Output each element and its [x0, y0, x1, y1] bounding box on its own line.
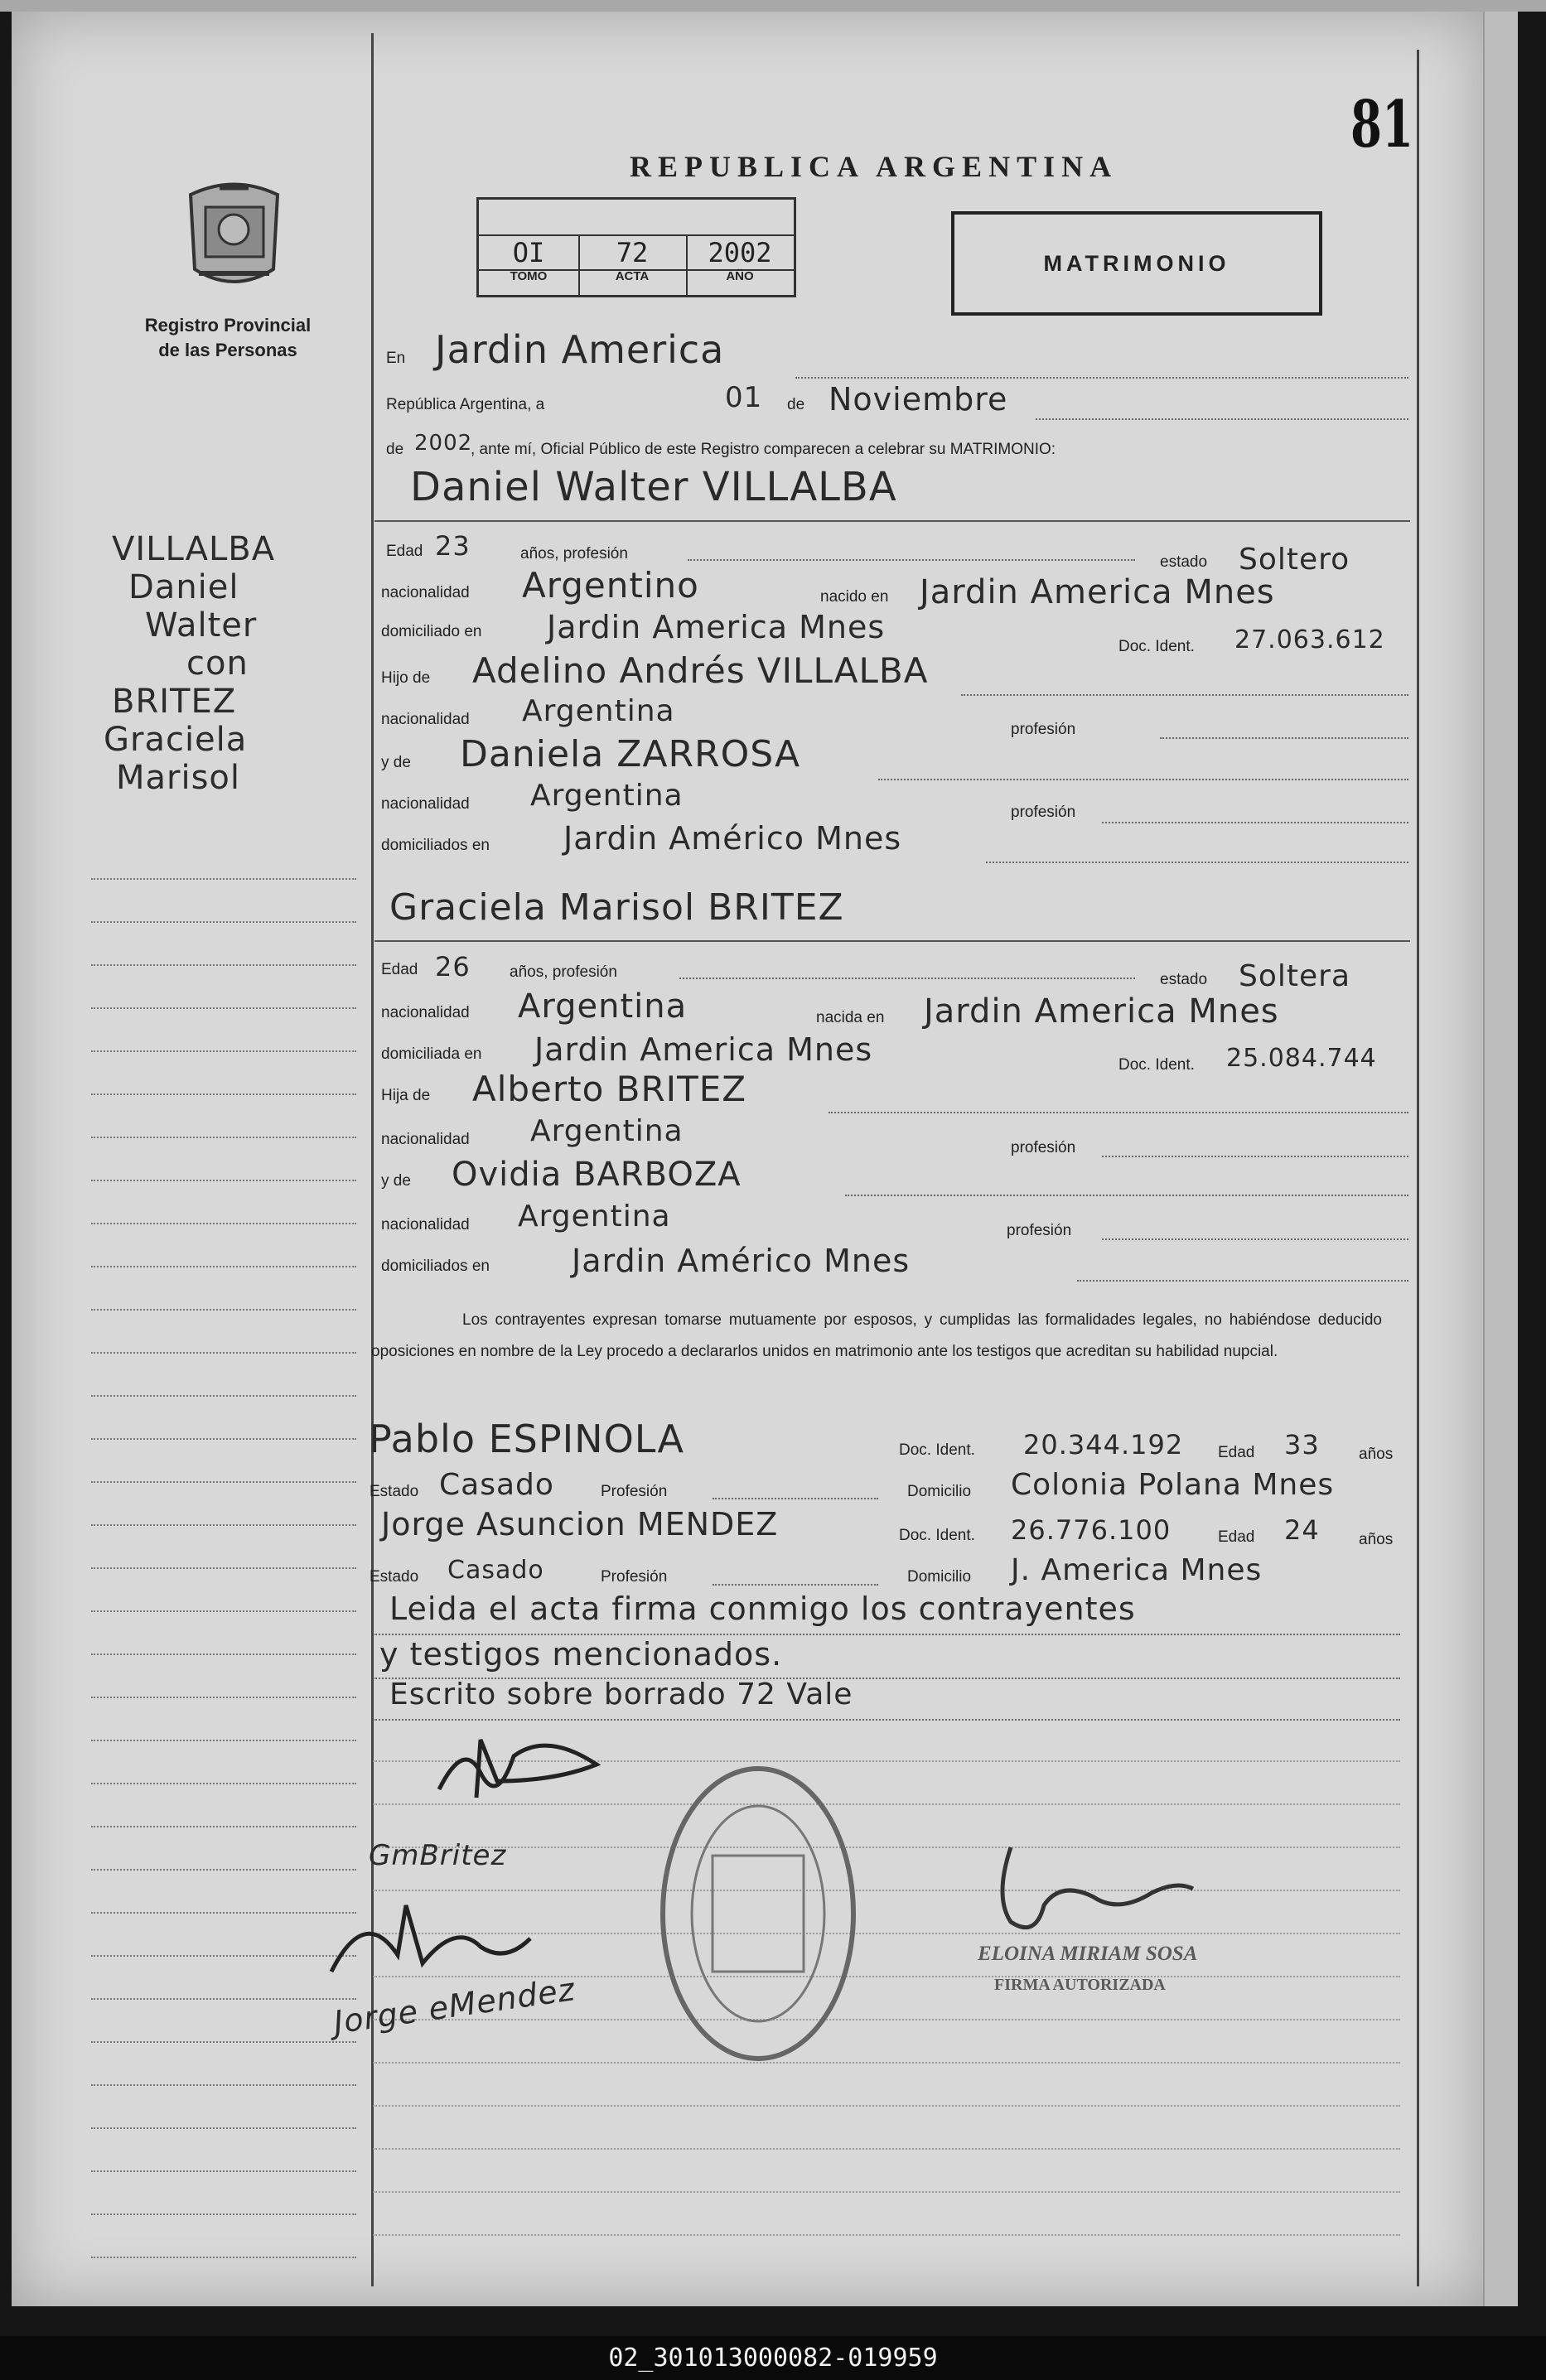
body-guide-line — [373, 1847, 1400, 1848]
estado-label: Estado — [370, 1483, 419, 1500]
document-type-box: MATRIMONIO — [951, 211, 1322, 316]
fill-line — [679, 978, 1135, 979]
groom-doc: 27.063.612 — [1234, 625, 1385, 654]
bride-mother-nationality: Argentina — [518, 1200, 671, 1233]
fill-line — [713, 1584, 878, 1586]
edad-label: Edad — [1218, 1444, 1255, 1461]
fill-line — [795, 377, 1408, 379]
edad-label: Edad — [381, 961, 418, 978]
de-label: de — [787, 396, 805, 413]
bride-name: Graciela Marisol BRITEZ — [389, 886, 844, 929]
margin-guide-line — [91, 1395, 356, 1397]
body-guide-line — [373, 2019, 1400, 2020]
signature-witness — [315, 1889, 547, 1988]
bride-mother: Ovidia BARBOZA — [452, 1156, 742, 1194]
groom-mother: Daniela ZARROSA — [460, 733, 801, 775]
groom-mother-nationality: Argentina — [530, 779, 684, 813]
page-edge — [1483, 12, 1518, 2306]
margin-guide-line — [91, 1610, 356, 1612]
bride-estado: Soltera — [1239, 959, 1351, 993]
fill-line — [961, 694, 1408, 696]
fill-line — [688, 559, 1135, 561]
officer-signature — [986, 1831, 1201, 1938]
en-label: En — [386, 350, 406, 367]
fill-line — [878, 779, 1408, 780]
bride-father-nationality: Argentina — [530, 1114, 684, 1148]
margin-note — [95, 530, 344, 797]
nacido-label: nacido en — [820, 588, 889, 606]
fill-line — [1102, 1156, 1408, 1157]
witness1-age: 33 — [1284, 1429, 1320, 1460]
margin-guide-line — [91, 1783, 356, 1784]
year-prefix: de — [386, 441, 404, 458]
domiciliada-label: domiciliada en — [381, 1045, 482, 1063]
intro-text: , ante mí, Oficial Público de este Registro comparecen a celebrar su MATRIMONIO: — [471, 441, 1056, 458]
right-rule — [1417, 50, 1419, 2286]
margin-guide-line — [91, 1826, 356, 1827]
country-title: REPUBLICA ARGENTINA — [630, 150, 1118, 183]
closing-note-3: Escrito sobre borrado 72 Vale — [389, 1678, 853, 1711]
margin-guide-line — [91, 1869, 356, 1871]
witness2-domicile: J. America Mnes — [1011, 1553, 1263, 1587]
republica-label: República Argentina, a — [386, 396, 545, 413]
margin-note-name3: Graciela — [104, 721, 248, 759]
fill-line — [1102, 1238, 1408, 1240]
doc-ident-label: Doc. Ident. — [1118, 1056, 1195, 1074]
bride-birthplace: Jardin America Mnes — [924, 992, 1279, 1031]
acta-value: 72 — [616, 237, 649, 268]
groom-name: Daniel Walter VILLALBA — [410, 464, 897, 510]
body-guide-line — [373, 2105, 1400, 2107]
groom-nationality: Argentino — [522, 565, 699, 606]
margin-guide-line — [91, 2257, 356, 2258]
province-crest-icon — [182, 178, 286, 294]
margin-guide-line — [91, 1137, 356, 1138]
margin-note-name1: Daniel — [128, 568, 239, 606]
groom-father-nationality: Argentina — [522, 694, 675, 728]
domiciliados-label: domiciliados en — [381, 837, 490, 854]
margin-note-name2: Walter — [145, 606, 258, 644]
witness1-domicile: Colonia Polana Mnes — [1011, 1468, 1335, 1502]
anos-profesion-label: años, profesión — [520, 545, 628, 562]
margin-guide-line — [91, 1223, 356, 1224]
tomo-label: TOMO — [510, 269, 548, 283]
fill-line — [1102, 822, 1408, 823]
body-guide-line — [373, 2148, 1400, 2150]
section-line — [374, 940, 1410, 942]
body-guide-line — [373, 2191, 1400, 2193]
tomo-values-row — [479, 234, 794, 271]
nacionalidad-label: nacionalidad — [381, 1131, 470, 1148]
fill-line — [373, 1634, 1400, 1635]
nacionalidad-label: nacionalidad — [381, 584, 470, 601]
margin-guide-line — [91, 1050, 356, 1052]
witness1-doc: 20.344.192 — [1023, 1429, 1184, 1460]
fill-line — [1160, 737, 1408, 739]
margin-guide-line — [91, 1567, 356, 1569]
closing-note-2: y testigos mencionados. — [379, 1636, 783, 1673]
margin-guide-line — [91, 1309, 356, 1311]
domicilio-label: Domicilio — [907, 1568, 972, 1586]
domiciliado-label: domiciliado en — [381, 623, 482, 640]
hijo-label: Hijo de — [381, 669, 431, 687]
bride-nationality: Argentina — [518, 987, 688, 1026]
anos-label: años — [1359, 1446, 1394, 1463]
footer-code: 02_301013000082-019959 — [0, 2336, 1546, 2380]
bride-father: Alberto BRITEZ — [472, 1069, 747, 1109]
ano-label: AÑO — [726, 269, 754, 283]
edad-label: Edad — [1218, 1528, 1255, 1546]
margin-guide-line — [91, 1697, 356, 1698]
edad-label: Edad — [386, 543, 423, 560]
day-value: 01 — [725, 381, 763, 414]
fill-line — [986, 862, 1408, 863]
bride-doc: 25.084.744 — [1226, 1044, 1377, 1073]
groom-parents-domicile: Jardin Américo Mnes — [563, 820, 902, 857]
margin-guide-line — [91, 1180, 356, 1181]
officer-name: ELOINA MIRIAM SOSA — [978, 1943, 1198, 1965]
acta-label: ACTA — [615, 269, 650, 283]
signature-bride: GmBritez — [369, 1839, 507, 1872]
declaration-text: Los contrayentes expresan tomarse mutuamente por esposos, y cumplidas las formalidades legales, no habiéndose deducido oposiciones en nombre de la Ley procedo a declararlos unidos en matrimonio ante los testigos que acreditan su habilidad nupcial. — [371, 1311, 1382, 1360]
margin-guide-line — [91, 964, 356, 966]
estado-label: estado — [1160, 553, 1208, 571]
margin-guide-line — [91, 1998, 356, 2000]
estado-label: estado — [1160, 971, 1208, 988]
groom-age: 23 — [435, 530, 471, 562]
nacida-label: nacida en — [816, 1009, 885, 1026]
margin-guide-line — [91, 1740, 356, 1741]
nacionalidad-label: nacionalidad — [381, 1004, 470, 1021]
box-separator — [578, 234, 580, 295]
nacionalidad-label: nacionalidad — [381, 711, 470, 728]
margin-note-surname2: BRITEZ — [112, 683, 237, 721]
margin-guide-line — [91, 921, 356, 923]
bride-parents-domicile: Jardin Américo Mnes — [572, 1243, 911, 1279]
fill-line — [829, 1112, 1408, 1113]
section-line — [374, 520, 1410, 522]
margin-guide-line — [91, 2213, 356, 2215]
signature-scribble — [431, 1723, 613, 1806]
margin-note-con: con — [186, 644, 249, 683]
tomo-acta-box — [476, 197, 796, 297]
witness2-name: Jorge Asuncion MENDEZ — [381, 1506, 779, 1542]
margin-guide-line — [91, 1438, 356, 1440]
fill-line — [845, 1195, 1408, 1196]
fill-line — [713, 1498, 878, 1499]
margin-guide-line — [91, 1093, 356, 1095]
margin-note-surname: VILLALBA — [112, 530, 276, 568]
place-value: Jardin America — [435, 327, 725, 372]
registry-line-2: de las Personas — [158, 340, 297, 360]
margin-guide-line — [91, 1653, 356, 1655]
groom-domicile: Jardin America Mnes — [547, 609, 886, 645]
margin-guide-line — [91, 2041, 356, 2043]
doc-ident-label: Doc. Ident. — [1118, 638, 1195, 655]
y-de-label: y de — [381, 1172, 411, 1190]
official-seal-icon — [655, 1756, 862, 2071]
doc-ident-label: Doc. Ident. — [899, 1527, 975, 1544]
profesion-label: Profesión — [601, 1568, 668, 1586]
doc-ident-label: Doc. Ident. — [899, 1441, 975, 1459]
body-guide-line — [373, 2234, 1400, 2236]
bride-age: 26 — [435, 951, 471, 982]
signature-witness2: Jorge eMendez — [331, 1971, 577, 2041]
month-value: Noviembre — [829, 381, 1008, 418]
margin-guide-line — [91, 1481, 356, 1483]
margin-guide-line — [91, 1352, 356, 1354]
scan-top-edge — [0, 0, 1546, 12]
closing-note-1: Leida el acta firma conmigo los contrayentes — [389, 1591, 1136, 1627]
officer-title: FIRMA AUTORIZADA — [994, 1976, 1166, 1994]
bride-domicile: Jardin America Mnes — [534, 1031, 873, 1068]
profesion-label: profesión — [1007, 1222, 1072, 1239]
estado-label: Estado — [370, 1568, 419, 1586]
margin-guide-line — [91, 878, 356, 880]
profesion-label: profesión — [1011, 1139, 1076, 1156]
margin-guide-line — [91, 1266, 356, 1267]
margin-note-name4: Marisol — [116, 759, 241, 797]
hija-label: Hija de — [381, 1087, 431, 1104]
groom-estado: Soltero — [1239, 543, 1350, 577]
registry-line-1: Registro Provincial — [144, 315, 312, 336]
fill-line — [1036, 418, 1408, 420]
profesion-label: profesión — [1011, 804, 1076, 821]
groom-birthplace: Jardin America Mnes — [920, 573, 1275, 611]
box-separator — [686, 234, 688, 295]
margin-guide-line — [91, 1524, 356, 1526]
witness1-name: Pablo ESPINOLA — [369, 1417, 684, 1461]
body-guide-line — [373, 2062, 1400, 2064]
witness2-estado: Casado — [447, 1556, 544, 1585]
margin-guide-line — [91, 2084, 356, 2086]
margin-guide-line — [91, 2127, 356, 2129]
folio-number: 81 — [1350, 87, 1413, 162]
anos-profesion-label: años, profesión — [510, 963, 617, 981]
registry-name — [116, 313, 340, 363]
tomo-value: OI — [512, 237, 545, 268]
groom-father: Adelino Andrés VILLALBA — [472, 650, 929, 691]
nacionalidad-label: nacionalidad — [381, 1216, 470, 1233]
y-de-label: y de — [381, 754, 411, 771]
domiciliados-label: domiciliados en — [381, 1258, 490, 1275]
witness1-estado: Casado — [439, 1468, 554, 1502]
ano-value: 2002 — [708, 237, 772, 268]
profesion-label: profesión — [1011, 721, 1076, 738]
witness2-age: 24 — [1284, 1514, 1320, 1546]
year-value: 2002 — [414, 431, 473, 456]
profesion-label: Profesión — [601, 1483, 668, 1500]
domicilio-label: Domicilio — [907, 1483, 972, 1500]
margin-guide-line — [91, 2170, 356, 2172]
fill-line — [373, 1719, 1400, 1721]
fill-line — [1077, 1280, 1408, 1282]
anos-label: años — [1359, 1531, 1394, 1548]
witness2-doc: 26.776.100 — [1011, 1514, 1172, 1546]
margin-guide-line — [91, 1007, 356, 1009]
nacionalidad-label: nacionalidad — [381, 795, 470, 813]
